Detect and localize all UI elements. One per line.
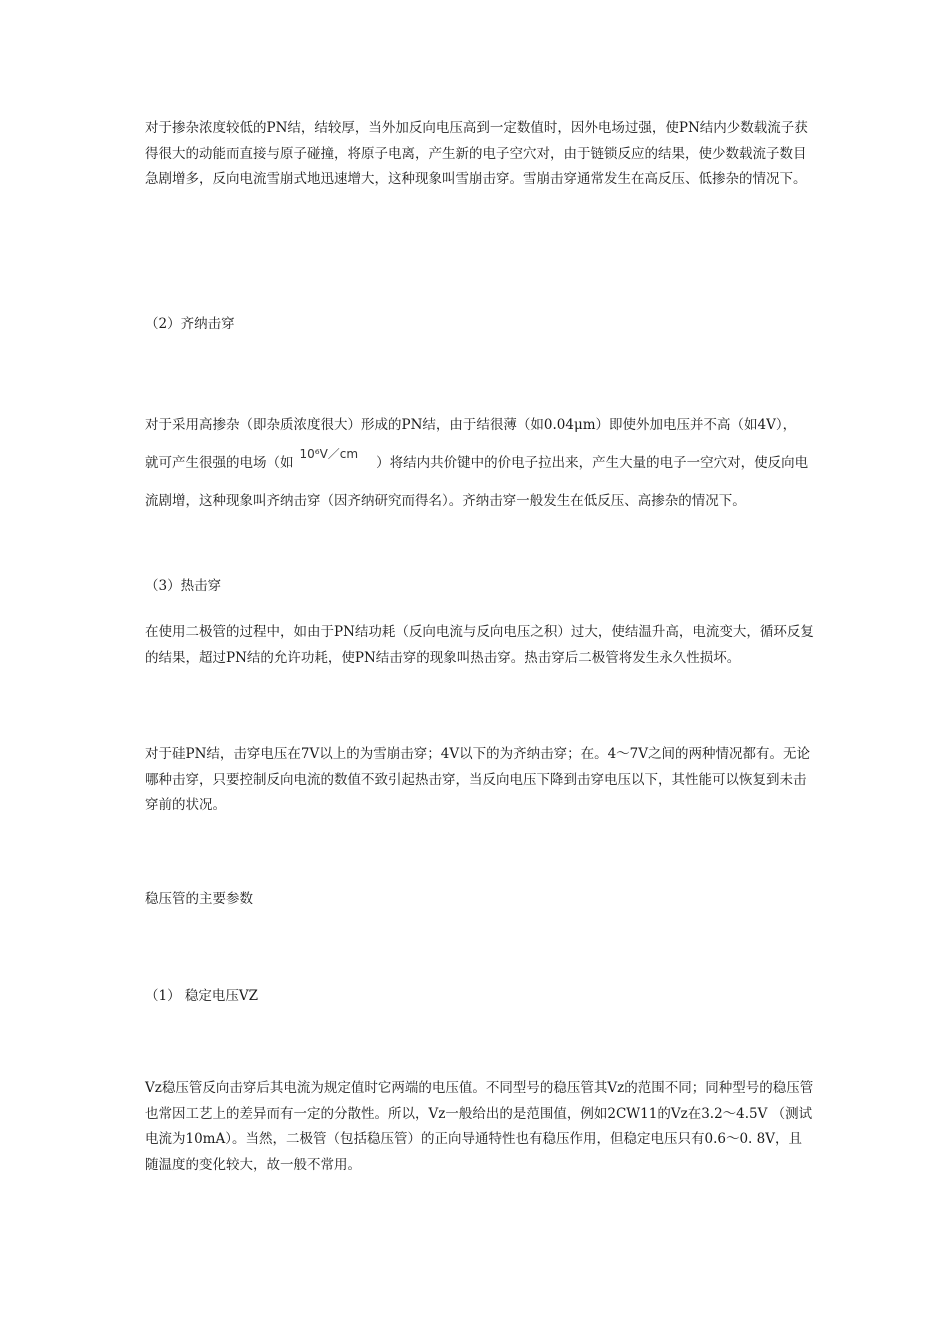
heading-thermal-breakdown: （3）热击穿: [145, 578, 222, 594]
paragraph-stable-voltage: Vz稳压管反向击穿后其电流为规定值时它两端的电压值。不同型号的稳压管其Vz的范围不同；同种型号的稳压管也常因工艺上的差异而有一定的分散性。所以，Vz一般给出的是范围值，例如2CW11的Vz在3.2～4.5V （测试电流为10mA）。当然，二极管（包括稳压管）的正向导通特性也有稳压作用，但稳定电压只有0.6～0. 8V，且随温度的变化较大，故一般不常用。: [145, 1080, 814, 1173]
paragraph-zener-line1: 对于采用高掺杂（即杂质浓度很大）形成的PN结，由于结很薄（如0.04μm）即使外加电压并不高（如4V），: [145, 417, 797, 433]
heading-zener-diode-parameters: 稳压管的主要参数: [145, 891, 253, 907]
paragraph-thermal-breakdown: 在使用二极管的过程中，如由于PN结功耗（反向电流与反向电压之积）过大，使结温升高，电流变大，循环反复的结果，超过PN结的允许功耗，使PN结击穿的现象叫热击穿。热击穿后二极管将发生永久性损坏。: [145, 624, 814, 666]
paragraph-silicon-pn-summary: 对于硅PN结，击穿电压在7V以上的为雪崩击穿；4V以下的为齐纳击穿；在。4～7V之间的两种情况都有。无论哪种击穿，只要控制反向电流的数值不致引起热击穿，当反向电压下降到击穿电压以下，其性能可以恢复到未击穿前的状况。: [145, 746, 810, 813]
field-strength-formula: 10⁶V／cm: [299, 447, 359, 461]
heading-stable-voltage: （1） 稳定电压VZ: [145, 988, 259, 1004]
paragraph-zener-before-formula: 就可产生很强的电场（如: [145, 455, 294, 471]
paragraph-zener-breakdown: [145, 406, 815, 520]
heading-zener-breakdown: （2）齐纳击穿: [145, 316, 235, 332]
paragraph-avalanche-breakdown: 对于掺杂浓度较低的PN结，结较厚，当外加反向电压高到一定数值时，因外电场过强，使PN结内少数载流子获得很大的动能而直接与原子碰撞，将原子电离，产生新的电子空穴对，由于链锁反应的结果，使少数载流子数目急剧增多，反向电流雪崩式地迅速增大，这种现象叫雪崩击穿。雪崩击穿通常发生在高反压、低掺杂的情况下。: [145, 120, 808, 187]
paragraph-zener-after-formula: ）将结内共价键中的价电子拉出来，产生大量的电子一空穴对，使反向电流剧增，这种现象叫齐纳击穿（因齐纳研究而得名）。齐纳击穿一般发生在低反压、高掺杂的情况下。: [145, 455, 809, 509]
